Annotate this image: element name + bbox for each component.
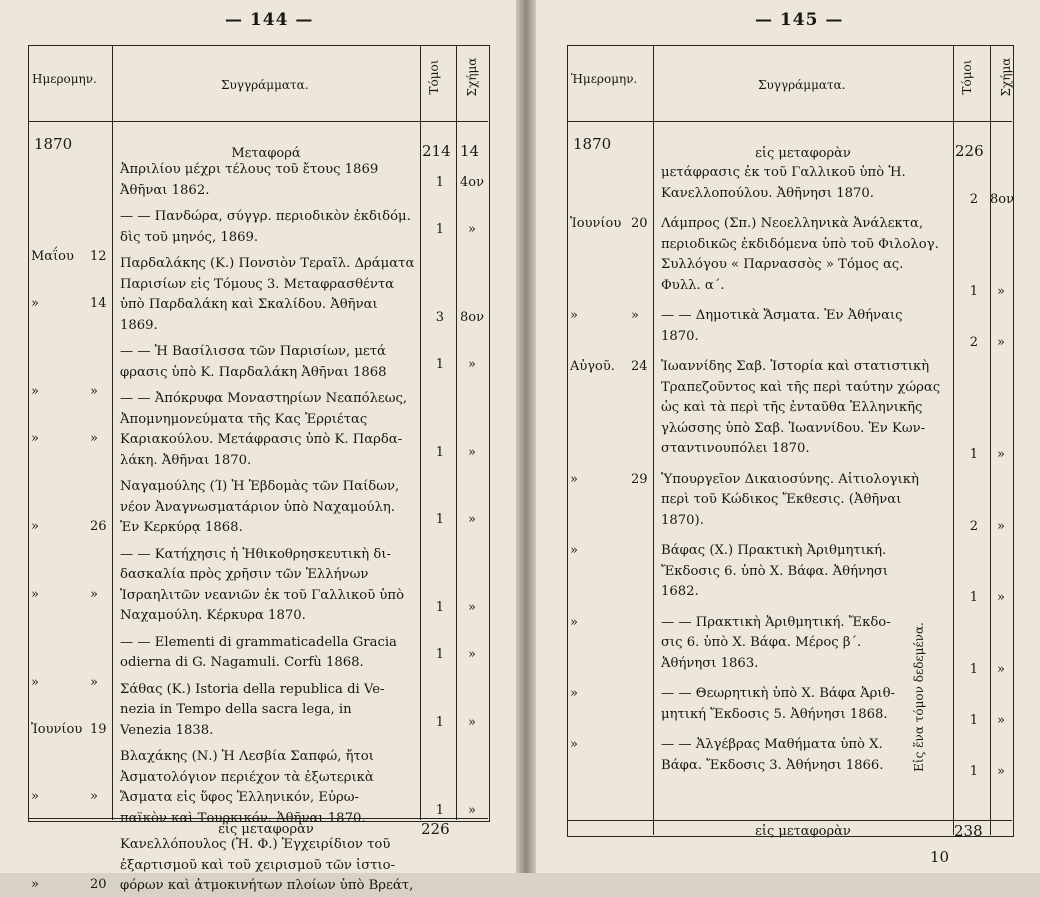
entry-line: 1869. (120, 317, 158, 333)
entry-line: — — Θεωρητικὴ ὑπὸ Χ. Βάφα Ἀριθ- (661, 686, 895, 701)
entry-text (661, 306, 949, 347)
entry-volumes: 2 (969, 518, 978, 534)
entry-month: » (31, 296, 39, 311)
entry-line: — — Κατήχησις ἡ Ἠθικοθρησκευτικὴ δι- (120, 546, 391, 562)
entry-format: » (468, 647, 476, 662)
entry-format: » (997, 712, 1005, 728)
carry-copies: 14 (460, 142, 480, 160)
entry-format: 8ον (990, 191, 1015, 207)
entry-line: Σάθας (Κ.) Istoria della republica di Ve- (120, 681, 385, 697)
entry-line: Παρισίων εἰς Τόμους 3. Μεταφρασθέντα (120, 276, 395, 292)
entry-line: Βάφας (Χ.) Πρακτικὴ Ἀριθμητική. (661, 543, 887, 558)
volumes-column-header: Τόμοι (427, 59, 441, 95)
entry-line: ἐξαρτισμοῦ καὶ τοῦ χειρισμοῦ τῶν ἱστιο- (120, 857, 396, 873)
entry-format: » (468, 714, 476, 730)
entry-day: » (90, 384, 98, 399)
entry-line: περὶ τοῦ Κώδικος Ἔκθεσις. (Ἀθῆναι (661, 492, 902, 507)
entry-volumes: 1 (435, 174, 444, 190)
carry-forward-label: εἰς μεταφορὰν (755, 146, 851, 161)
entry-line: — — Πανδώρα, σύγγρ. περιοδικὸν ἐκδιδόμ. (120, 209, 411, 224)
entry-line: Βλαχάκης (Ν.) Ἡ Λεσβία Σαπφώ, ἤτοι (120, 749, 374, 764)
entry-month: » (31, 384, 39, 399)
entry-line: σις 6. ὑπὸ Χ. Βάφα. Μέρος β΄. (661, 635, 862, 650)
book-gutter (516, 0, 536, 873)
entry-volumes: 1 (435, 221, 444, 237)
footer-rule (567, 820, 1012, 821)
header-rule (567, 121, 1012, 122)
entry-month: » (570, 543, 578, 558)
entry-month: » (570, 614, 578, 630)
entry-line: odierna di G. Nagamuli. Corfù 1868. (120, 655, 364, 670)
entry-line: Ἄσματα εἰς ὕφος Ἑλληνικόν, Εὐρω- (120, 790, 359, 805)
brace-note: Εἰς ἕνα τόμον δεδεμένα. (912, 622, 926, 772)
entry-month: Ἰουνίου (31, 721, 83, 737)
entry-line: δασκαλία πρὸς χρῆσιν τῶν Ἑλλήνων (120, 567, 369, 582)
entry-line: 1870. (661, 328, 699, 344)
entry-text (120, 545, 416, 627)
entry-text (661, 613, 949, 675)
entry-line: μετάφρασις ἐκ τοῦ Γαλλικοῦ ὑπὸ Ἠ. (661, 165, 906, 180)
entry-line: Συλλόγου « Παρνασσὸς » Τόμος ας. (661, 257, 904, 272)
entry-text (120, 207, 416, 248)
volumes-column-header: Τόμοι (960, 59, 974, 95)
entry-volumes: 1 (969, 712, 978, 728)
entry-text (661, 357, 949, 460)
entry-line: ὑπὸ Παρδαλάκη καὶ Σκαλίδου. Ἀθῆναι (120, 297, 378, 312)
entry-volumes: 1 (969, 447, 978, 462)
entry-line: μητική Ἔκδοσις 5. Ἀθήνησι 1868. (661, 706, 888, 722)
entry-day: 26 (90, 519, 107, 534)
entry-format: » (468, 221, 476, 237)
entry-line: Venezia 1838. (120, 722, 214, 738)
year-label: 1870 (34, 135, 73, 153)
entry-line: Καριακούλου. Μετάφρασις ὑπὸ Κ. Παρδα- (120, 432, 403, 447)
entry-line: Ἐν Κερκύρᾳ 1868. (120, 520, 243, 535)
entry-text (120, 389, 416, 471)
entry-month: » (31, 877, 39, 892)
entry-line: Ἀπριλίου μέχρι τέλους τοῦ ἔτους 1869 (120, 162, 379, 177)
left-page (0, 0, 522, 893)
entry-format: 8ον (459, 309, 484, 325)
entry-line: Λάμπρος (Σπ.) Νεοελληνικὰ Ἀνάλεκτα, (661, 216, 924, 231)
date-column-header: Ημερομην. (32, 72, 97, 86)
entry-format: » (997, 283, 1005, 299)
entry-volumes: 1 (969, 590, 978, 605)
entry-month: » (570, 308, 578, 323)
entry-text (661, 214, 949, 296)
entry-format: » (468, 512, 476, 527)
entry-month: » (31, 674, 39, 690)
entry-volumes: 1 (969, 763, 978, 779)
entry-format: » (997, 590, 1005, 605)
entry-day: 29 (631, 471, 648, 487)
entry-volumes: 1 (435, 714, 444, 730)
entry-volumes: 1 (435, 600, 444, 615)
entry-text (661, 470, 949, 532)
column-rule (112, 45, 113, 820)
entry-day: 19 (90, 721, 107, 737)
entry-volumes: 1 (435, 356, 444, 372)
entry-volumes: 1 (969, 661, 978, 677)
copies-column-header: Σχήμα (465, 57, 479, 97)
entry-line: Ἰωαννίδης Σαβ. Ἱστορία καὶ στατιστικὴ (661, 359, 930, 374)
entry-day: 20 (90, 877, 107, 892)
entry-line: — — Ἀπόκρυφα Μοναστηρίων Νεαπόλεως, (120, 391, 408, 406)
entry-line: φρασις ὑπὸ Κ. Παρδαλάκη Ἀθῆναι 1868 (120, 364, 387, 380)
copies-column-header: Σχήμα (999, 57, 1013, 97)
entry-text (661, 684, 949, 725)
right-page (530, 0, 1040, 873)
entry-line: Ἀθῆναι 1862. (120, 182, 210, 198)
entry-line: Ἀσματολόγιον περιέχον τὰ ἐξωτερικὰ (120, 769, 374, 785)
carry-volumes: 214 (422, 142, 451, 160)
entry-month: Μαΐου (31, 249, 74, 264)
carry-over-label: εἰς μεταφορὰν (755, 824, 851, 839)
year-label: 1870 (573, 135, 612, 153)
entry-text (661, 163, 949, 204)
entry-text (120, 680, 416, 742)
entry-line: Ἔκδοσις 6. ὑπὸ Χ. Βάφα. Ἀθήνησι (661, 563, 889, 579)
entry-text (120, 342, 416, 383)
entry-text (120, 747, 416, 829)
entry-line: Ἀθήνησι 1863. (661, 655, 759, 671)
entry-line: — — Ἡ Βασίλισσα τῶν Παρισίων, μετά (120, 344, 386, 359)
entry-day: 24 (631, 359, 648, 374)
entry-line: νέον Ἀναγνωσματάριον ὑπὸ Ναχαμούλη. (120, 499, 395, 515)
entry-format: » (997, 763, 1005, 779)
entry-line: ὡς καὶ τὰ περὶ τῆς ἐνταῦθα Ἑλληνικῆς (661, 400, 923, 415)
entry-month: Ἰουνίου (570, 216, 622, 231)
page-number: — 145 — (755, 10, 844, 30)
entry-volumes: 2 (969, 191, 978, 207)
column-rule (420, 45, 421, 820)
entry-line: Φυλλ. α΄. (661, 277, 725, 293)
entry-line: Βάφα. Ἔκδοσις 3. Ἀθήνησι 1866. (661, 757, 884, 773)
entry-line: Ἀπομνημονεύματα τῆς Κας Ἐρριέτας (120, 411, 368, 427)
entry-line: παϊκὸν καὶ Τουρκικόν. Ἀθῆναι 1870. (120, 810, 366, 826)
carry-over-volumes: 238 (954, 822, 983, 840)
entry-text (120, 477, 416, 539)
entry-month: » (31, 431, 39, 446)
entry-day: » (90, 789, 98, 804)
column-rule (653, 45, 654, 835)
entry-line: Κανελλόπουλος (Ἠ. Φ.) Ἐγχειρίδιον τοῦ (120, 837, 391, 852)
entry-text (120, 254, 416, 336)
entry-line: — — Ἀλγέβρας Μαθήματα ὑπὸ Χ. (661, 737, 883, 752)
entry-volumes: 3 (435, 309, 444, 325)
entry-line: Ναγαμούλης (Ί) Ἡ Ἑβδομὰς τῶν Παίδων, (120, 479, 400, 494)
carry-forward-label: Μεταφορά (231, 146, 301, 161)
entry-text (120, 633, 416, 674)
entry-volumes: 1 (435, 512, 444, 527)
entry-line: — — Δημοτικὰ Ἄσματα. Ἐν Ἀθήναις (661, 308, 903, 323)
works-column-header: Συγγράμματα. (758, 78, 846, 92)
entry-line: Παρδαλάκης (Κ.) Πονσιὸν Τεραῖλ. Δράματα (120, 256, 415, 271)
entry-month: Αὐγοῦ. (570, 359, 615, 374)
entry-volumes: 1 (969, 283, 978, 299)
entry-line: nezia in Tempo della sacra lega, in (120, 702, 352, 717)
entry-day: » (90, 431, 98, 446)
header-rule (28, 121, 488, 122)
entry-format: » (997, 661, 1005, 677)
entry-line: 1870). (661, 512, 704, 528)
entry-line: Ὑπουργεῖον Δικαιοσύνης. Αἰτιολογικὴ (661, 471, 919, 487)
entry-line: Τραπεζοῦντος καὶ τῆς περὶ ταύτην χώρας (661, 379, 941, 395)
entry-day: » (90, 674, 98, 690)
entry-volumes: 1 (435, 444, 444, 460)
entry-line: Κανελλοπούλου. Ἀθῆνησι 1870. (661, 185, 874, 201)
sheet-number: 10 (930, 848, 950, 866)
entry-month: » (31, 789, 39, 804)
carry-over-volumes: 226 (421, 820, 450, 838)
entry-day: » (631, 308, 639, 323)
carry-volumes: 226 (955, 142, 984, 160)
entry-format: » (997, 518, 1005, 534)
entry-volumes: 1 (435, 802, 444, 818)
entry-month: » (570, 737, 578, 752)
entry-line: 1682. (661, 584, 699, 599)
entry-day: » (90, 586, 98, 602)
entry-day: 20 (631, 216, 648, 231)
entry-line: Ἰσραηλιτῶν νεανιῶν ἐκ τοῦ Γαλλικοῦ ὑπὸ (120, 587, 405, 603)
entry-format: 4ον (459, 174, 484, 190)
entry-month: » (570, 686, 578, 701)
entry-format: » (468, 802, 476, 818)
entry-format: » (997, 447, 1005, 462)
entry-line: γλώσσης ὑπὸ Σαβ. Ἰωαννίδου. Ἐν Κων- (661, 420, 926, 436)
entry-text (120, 835, 416, 897)
entry-volumes: 1 (435, 647, 444, 662)
page-number: — 144 — (225, 10, 314, 30)
entry-line: λάκη. Ἀθῆναι 1870. (120, 452, 252, 468)
entry-format: » (997, 334, 1005, 350)
entry-format: » (468, 600, 476, 615)
entry-day: 12 (90, 249, 107, 264)
date-column-header: Ἡμερομην. (571, 72, 638, 86)
entry-line: — — Πρακτικὴ Ἀριθμητική. Ἔκδο- (661, 614, 891, 630)
column-rule (456, 45, 457, 820)
entry-text (661, 541, 949, 603)
entry-line: δὶς τοῦ μηνός, 1869. (120, 229, 259, 245)
entry-format: » (468, 356, 476, 372)
carry-over-label: εἰς μεταφορὰν (218, 822, 314, 837)
entry-text (120, 160, 416, 201)
entry-month: » (31, 586, 39, 602)
entry-line: φόρων καὶ ἀτμοκινήτων πλοίων ὑπὸ Βρεάτ, (120, 878, 414, 893)
entry-volumes: 2 (969, 334, 978, 350)
entry-line: Ναχαμούλη. Κέρκυρα 1870. (120, 608, 306, 623)
entry-format: » (468, 444, 476, 460)
entry-month: » (570, 471, 578, 487)
entry-line: περιοδικῶς ἐκδιδόμενα ὑπὸ τοῦ Φιλολογ. (661, 236, 939, 252)
entry-line: — — Elementi di grammaticadella Gracia (120, 634, 397, 650)
works-column-header: Συγγράμματα. (221, 78, 309, 92)
entry-line: σταντινουπόλει 1870. (661, 441, 810, 456)
entry-day: 14 (90, 296, 107, 311)
entry-month: » (31, 519, 39, 534)
entry-text (661, 735, 949, 776)
